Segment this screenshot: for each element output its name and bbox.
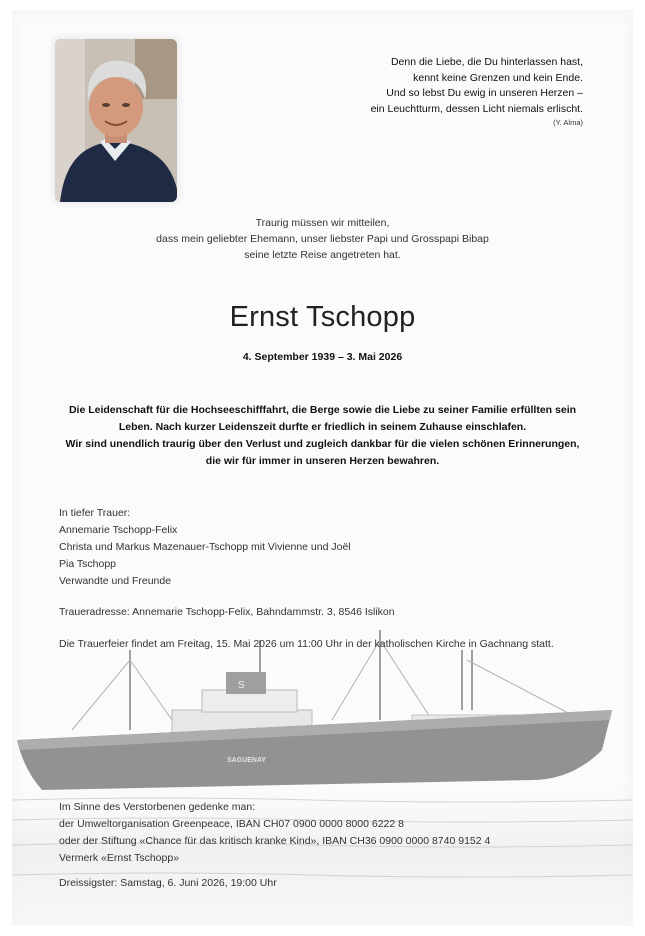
mourner-name: Pia Tschopp (59, 558, 117, 570)
mourner-name: Christa und Markus Mazenauer-Tschopp mit Vivienne und Joël (59, 541, 351, 553)
quote-line: Und so lebst Du ewig in unseren Herzen – (386, 87, 583, 99)
portrait-photo (55, 39, 177, 202)
quote-line: ein Leuchtturm, dessen Licht niemals erlischt. (370, 102, 583, 115)
ceremony-info: Die Trauerfeier findet am Freitag, 15. Mai 2026 um 11:00 Uhr in der katholischen Kirche in Gachnang statt. (59, 638, 554, 650)
quote-attribution: (Y. Alma) (553, 118, 583, 127)
tribute-line: Wir sind unendlich traurig über den Verlust und zugleich dankbar für die vielen schönen Erinnerungen, (65, 438, 580, 450)
mourner-name: Verwandte und Freunde (59, 575, 172, 587)
donation-line: Im Sinne des Verstorbenen gedenke man: (59, 801, 256, 813)
funnel-letter: S (238, 680, 245, 691)
donation-line: der Umweltorganisation Greenpeace, IBAN CH07 0900 0000 8000 6222 8 (59, 818, 404, 830)
mourning-address: Traueradresse: Annemarie Tschopp-Felix, Bahndammstr. 3, 8546 Islikon (59, 606, 395, 618)
tribute-line: die wir für immer in unseren Herzen bewahren. (205, 455, 440, 467)
memorial-quote (283, 55, 583, 129)
quote-line: kennt keine Grenzen und kein Ende. (413, 71, 583, 84)
tribute-line: Die Leidenschaft für die Hochseeschifffahrt, die Berge sowie die Liebe zu seiner Familie erfüllten sein (68, 404, 577, 416)
tribute-line: Leben. Nach kurzer Leidenszeit durfte er friedlich in seinem Zuhause einschlafen. (118, 421, 527, 433)
deceased-name: Ernst Tschopp (229, 301, 416, 333)
donation-line: oder der Stiftung «Chance für das kritisch kranke Kind», IBAN CH36 0900 0000 8740 9152 4 (59, 835, 491, 847)
intro-line: Traurig müssen wir mitteilen, (255, 217, 390, 229)
announcement-intro (0, 215, 645, 263)
tribute-text (30, 402, 615, 470)
donation-info (59, 799, 619, 867)
mourner-name: Annemarie Tschopp-Felix (59, 524, 178, 536)
donation-line: Vermerk «Ernst Tschopp» (59, 852, 180, 864)
intro-line: seine letzte Reise angetreten hat. (244, 249, 401, 261)
thirtieth-day-mass: Dreissigster: Samstag, 6. Juni 2026, 19:00 Uhr (59, 877, 277, 889)
intro-line: dass mein geliebter Ehemann, unser liebster Papi und Grosspapi Bibap (156, 233, 489, 245)
mourners-heading: In tiefer Trauer: (59, 507, 131, 519)
quote-line: Denn die Liebe, die Du hinterlassen hast, (390, 56, 583, 68)
mourners-list (59, 505, 619, 590)
life-dates: 4. September 1939 – 3. Mai 2026 (242, 351, 403, 363)
hull-name: SAGUENAY (227, 757, 267, 764)
